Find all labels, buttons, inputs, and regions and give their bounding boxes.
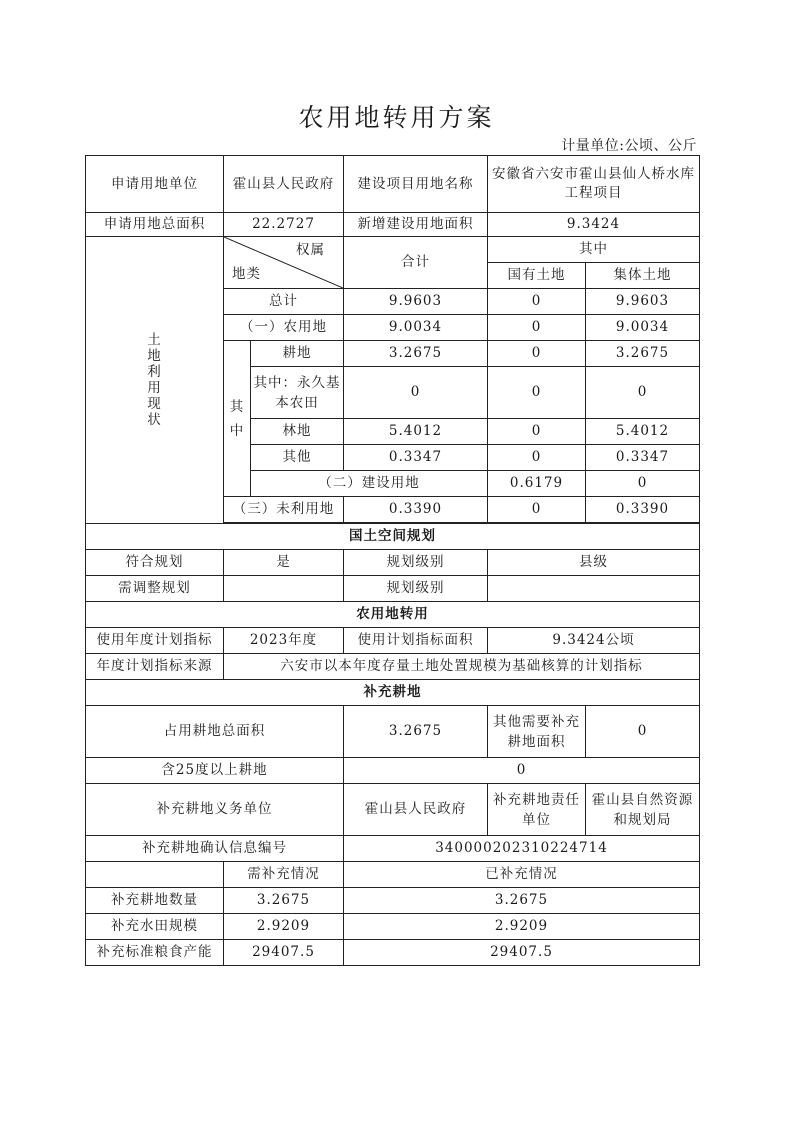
adjust-plan-level-value	[488, 576, 700, 602]
page-title: 农用地转用方案	[298, 103, 495, 132]
section-conversion: 农用地转用	[86, 602, 700, 628]
row-basic-farmland-sum: 0	[344, 367, 488, 419]
ownership-header: 权属	[296, 242, 325, 258]
land-class-header: 地类	[232, 266, 261, 282]
among-header: 其中	[488, 237, 700, 263]
row-total-state: 0	[488, 289, 586, 315]
comp-row-need: 3.2675	[224, 888, 344, 914]
plan-level-label: 规划级别	[344, 550, 488, 576]
row-basic-farmland-label: 其中：永久基本农田	[251, 367, 344, 419]
row-arable-collective: 3.2675	[586, 341, 700, 367]
diagonal-header-cell	[224, 237, 344, 289]
land-status-side-label: 土 地 利 用 现 状	[86, 237, 224, 524]
row-unused-collective: 0.3390	[586, 497, 700, 523]
measurement-unit: 计量单位:公顷、公斤	[561, 138, 697, 154]
project-name-label: 建设项目用地名称	[344, 156, 488, 213]
occupied-arable-label: 占用耕地总面积	[86, 706, 344, 758]
row-total-label: 总计	[224, 289, 344, 315]
row-agri-sum: 9.0034	[344, 315, 488, 341]
new-construction-area-value: 9.3424	[488, 213, 700, 237]
applicant-unit-label: 申请用地单位	[86, 156, 224, 213]
row-forest-label: 林地	[251, 419, 344, 445]
comp-row-need: 2.9209	[224, 914, 344, 940]
land-conversion-table	[85, 155, 700, 966]
row-basic-farmland-state: 0	[488, 367, 586, 419]
compensation-corner	[86, 862, 224, 888]
comp-row-label: 补充标准粮食产能	[86, 940, 224, 966]
row-other-collective: 0.3347	[586, 445, 700, 471]
done-header: 已补充情况	[344, 862, 700, 888]
comp-row-done: 29407.5	[344, 940, 700, 966]
occupied-arable-value: 3.2675	[344, 706, 488, 758]
need-header: 需补充情况	[224, 862, 344, 888]
responsible-unit-label: 补充耕地责任单位	[488, 784, 586, 836]
applicant-unit-value: 霍山县人民政府	[224, 156, 344, 213]
new-construction-area-label: 新增建设用地面积	[344, 213, 488, 237]
quota-area-value: 9.3424公顷	[488, 628, 700, 654]
row-agri-state: 0	[488, 315, 586, 341]
adjust-plan-value	[224, 576, 344, 602]
row-agri-label: （一）农用地	[224, 315, 344, 341]
row-unused-sum: 0.3390	[344, 497, 488, 523]
row-construction-sum: 0.6179	[488, 471, 586, 497]
table-row	[86, 888, 700, 914]
conform-plan-label: 符合规划	[86, 550, 224, 576]
conform-plan-value: 是	[224, 550, 344, 576]
row-other-sum: 0.3347	[344, 445, 488, 471]
quota-source-label: 年度计划指标来源	[86, 654, 224, 680]
table-row	[86, 914, 700, 940]
row-other-label: 其他	[251, 445, 344, 471]
confirm-code-label: 补充耕地确认信息编号	[86, 836, 344, 862]
collective-land-header: 集体土地	[586, 263, 700, 289]
adjust-plan-label: 需调整规划	[86, 576, 224, 602]
other-need-value: 0	[586, 706, 700, 758]
row-total-collective: 9.9603	[586, 289, 700, 315]
sum-header: 合计	[344, 237, 488, 289]
section-compensation: 补充耕地	[86, 680, 700, 706]
among-side-label: 其 中	[224, 341, 251, 497]
adjust-plan-level-label: 规划级别	[344, 576, 488, 602]
row-basic-farmland-collective: 0	[586, 367, 700, 419]
row-forest-sum: 5.4012	[344, 419, 488, 445]
comp-row-done: 3.2675	[344, 888, 700, 914]
other-need-label: 其他需要补充耕地面积	[488, 706, 586, 758]
row-total-sum: 9.9603	[344, 289, 488, 315]
row-forest-state: 0	[488, 419, 586, 445]
row-arable-state: 0	[488, 341, 586, 367]
comp-row-need: 29407.5	[224, 940, 344, 966]
row-agri-collective: 9.0034	[586, 315, 700, 341]
quota-source-value: 六安市以本年度存量土地处置规模为基础核算的计划指标	[224, 654, 700, 680]
total-area-label: 申请用地总面积	[86, 213, 224, 237]
steep-slope-value: 0	[344, 758, 700, 784]
obligor-label: 补充耕地义务单位	[86, 784, 344, 836]
row-unused-label: （三）未利用地	[224, 497, 344, 523]
annual-quota-value: 2023年度	[224, 628, 344, 654]
table-row	[86, 940, 700, 966]
row-arable-sum: 3.2675	[344, 341, 488, 367]
total-area-value: 22.2727	[224, 213, 344, 237]
row-arable-label: 耕地	[251, 341, 344, 367]
comp-row-done: 2.9209	[344, 914, 700, 940]
comp-row-label: 补充水田规模	[86, 914, 224, 940]
section-planning: 国土空间规划	[86, 524, 700, 550]
comp-row-label: 补充耕地数量	[86, 888, 224, 914]
responsible-unit-value: 霍山县自然资源和规划局	[586, 784, 700, 836]
state-land-header: 国有土地	[488, 263, 586, 289]
annual-quota-label: 使用年度计划指标	[86, 628, 224, 654]
row-construction-label: （二）建设用地	[251, 471, 488, 497]
plan-level-value: 县级	[488, 550, 700, 576]
project-name-value: 安徽省六安市霍山县仙人桥水库工程项目	[488, 156, 700, 213]
confirm-code-value: 340000202310224714	[344, 836, 700, 862]
steep-slope-label: 含25度以上耕地	[86, 758, 344, 784]
row-other-state: 0	[488, 445, 586, 471]
obligor-value: 霍山县人民政府	[344, 784, 488, 836]
row-construction-state: 0	[586, 471, 700, 497]
quota-area-label: 使用计划指标面积	[344, 628, 488, 654]
row-forest-collective: 5.4012	[586, 419, 700, 445]
row-unused-state: 0	[488, 497, 586, 523]
